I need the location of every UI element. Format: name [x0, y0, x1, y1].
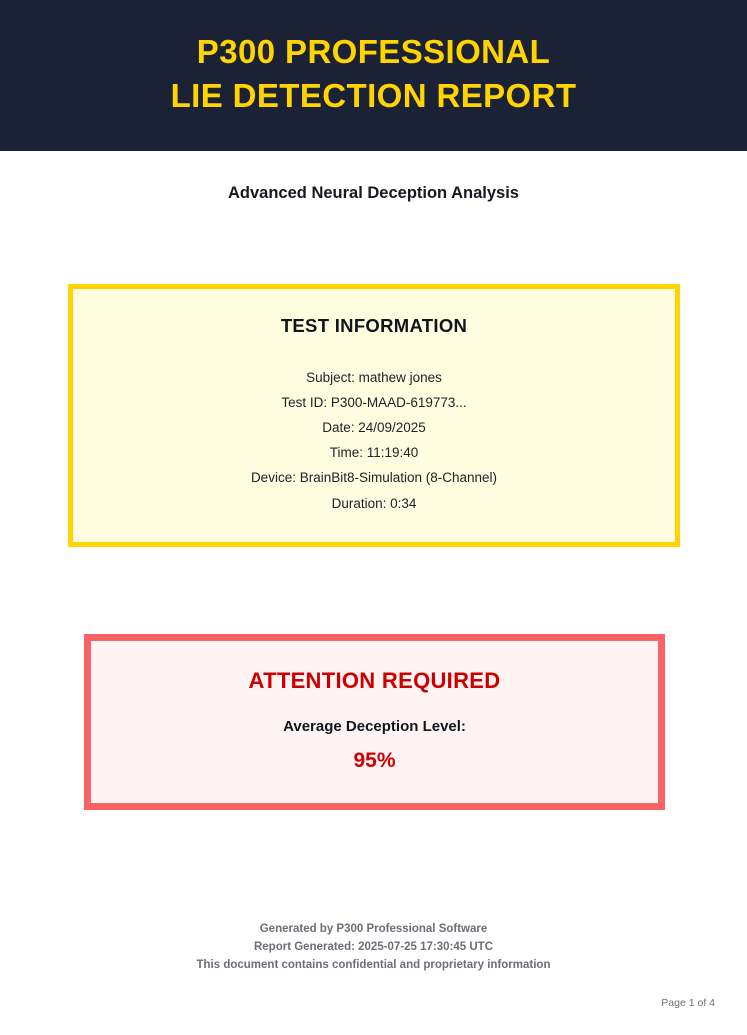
page-title — [20, 30, 727, 117]
footer-generated-by: Generated by P300 Professional Software — [259, 923, 488, 935]
alert-metric-value: 95% — [353, 749, 396, 772]
report-footer — [0, 921, 747, 974]
footer-confidentiality-note: This document contains confidential and proprietary information — [196, 958, 551, 971]
alert-title: ATTENTION REQUIRED — [248, 668, 501, 693]
test-information-panel — [68, 284, 680, 547]
alert-metric-label: Average Deception Level: — [283, 718, 466, 735]
report-header — [0, 0, 747, 151]
footer-generated-at: Report Generated: 2025-07-25 17:30:45 UTC — [253, 940, 494, 953]
test-info-subject: Subject: mathew jones — [306, 370, 442, 385]
page-title-line-2: LIE DETECTION REPORT — [170, 76, 577, 114]
page-title-line-1: P300 PROFESSIONAL — [196, 33, 551, 70]
test-information-title: TEST INFORMATION — [280, 315, 468, 336]
test-info-date: Date: 24/09/2025 — [322, 420, 426, 436]
test-info-time: Time: 11:19:40 — [329, 445, 419, 461]
attention-alert-panel — [84, 634, 665, 810]
test-info-test-id: Test ID: P300-MAAD-619773... — [281, 395, 467, 411]
page-number: Page 1 of 4 — [661, 997, 715, 1009]
test-info-device: Device: BrainBit8-Simulation (8-Channel) — [250, 470, 498, 486]
report-subtitle: Advanced Neural Deception Analysis — [228, 184, 519, 203]
test-info-duration: Duration: 0:34 — [331, 495, 417, 511]
